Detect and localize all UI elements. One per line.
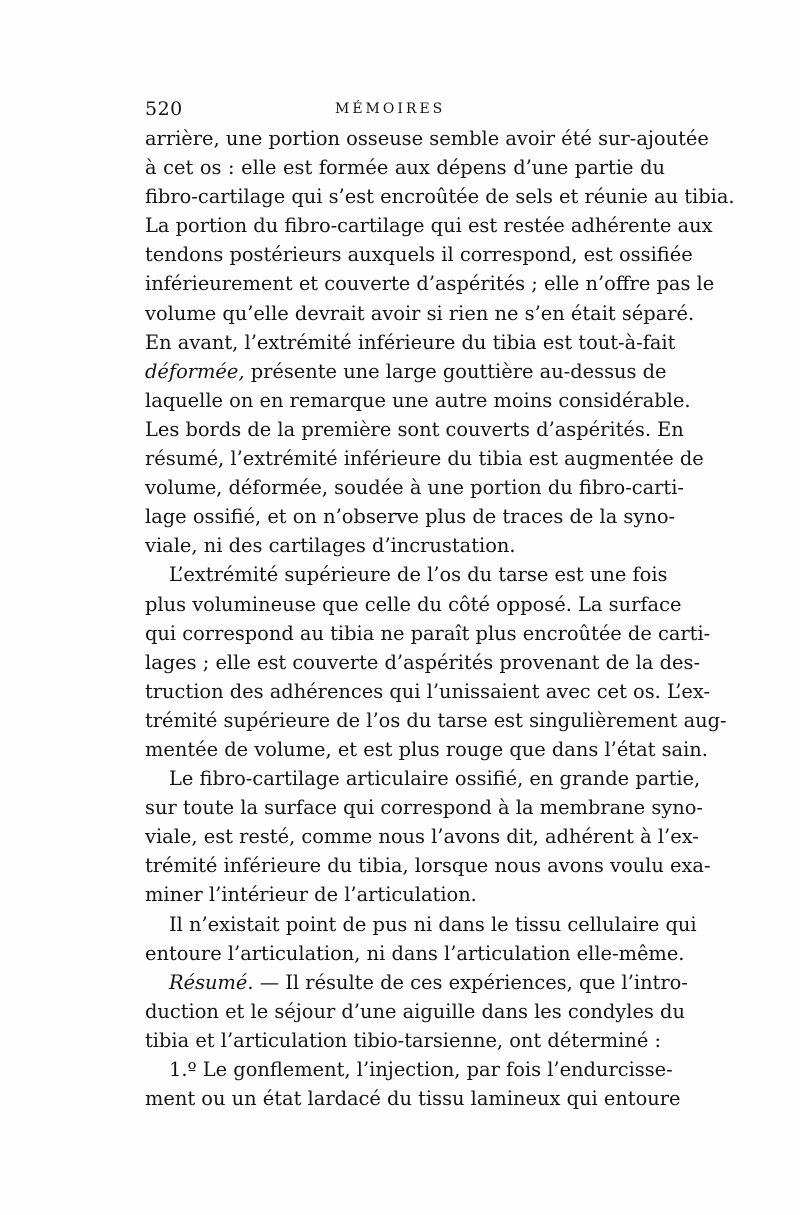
text-line: truction des adhérences qui l’unissaient avec cet os. L’ex-: [145, 679, 711, 703]
text-line: En avant, l’extrémité inférieure du tibia est tout-à-fait: [145, 330, 676, 354]
text-line: volume qu’elle devrait avoir si rien ne s’en était séparé.: [145, 301, 695, 325]
running-head: [145, 98, 665, 122]
text-line: volume, déformée, soudée à une portion du fibro-carti-: [145, 476, 684, 500]
text-line: arrière, une portion osseuse semble avoir été sur-ajoutée: [145, 127, 709, 150]
text-line: entoure l’articulation, ni dans l’articulation elle-même.: [145, 941, 685, 965]
text-line: trémité supérieure de l’os du tarse est singulièrement aug-: [145, 708, 727, 732]
text-line: plus volumineuse que celle du côté opposé. La surface: [145, 592, 682, 616]
text-line: trémité inférieure du tibia, lorsque nous avons voulu exa-: [145, 854, 711, 878]
running-title: MÉMOIRES: [335, 101, 446, 117]
text-line: 1.º Le gonflement, l’injection, par fois l’endurcisse-: [169, 1058, 673, 1081]
text-line: résumé, l’extrémité inférieure du tibia est augmentée de: [145, 447, 704, 471]
text-line: mentée de volume, et est plus rouge que dans l’état sain.: [145, 737, 708, 761]
line-remainder: présente une large gouttière au-dessus de: [250, 359, 667, 383]
text-line: à cet os : elle est formée aux dépens d’une partie du: [145, 156, 665, 180]
text-line: lage ossifié, et on n’observe plus de traces de la syno-: [145, 505, 676, 529]
body-text: [145, 124, 735, 1113]
text-line: fibro-cartilage qui s’est encroûtée de sels et réunie au tibia.: [145, 185, 735, 209]
text-line: [145, 968, 688, 997]
italic-word: déformée,: [145, 359, 245, 383]
text-line: miner l’intérieur de l’articulation.: [145, 883, 477, 907]
text-line: tibia et l’articulation tibio-tarsienne, ont déterminé :: [145, 1028, 662, 1052]
text-line: qui correspond au tibia ne paraît plus encroûtée de carti-: [145, 621, 711, 645]
text-line: duction et le séjour d’une aiguille dans les condyles du: [145, 999, 685, 1023]
text-line: lages ; elle est couverte d’aspérités provenant de la des-: [145, 650, 700, 674]
text-line: tendons postérieurs auxquels il correspond, est ossifiée: [145, 243, 693, 267]
text-line: Le fibro-cartilage articulaire ossifié, en grande partie,: [169, 767, 701, 791]
text-line: inférieurement et couverte d’aspérités ; elle n’offre pas le: [145, 272, 715, 296]
text-line: viale, est resté, comme nous l’avons dit, adhérent à l’ex-: [145, 825, 699, 849]
text-line: ment ou un état lardacé du tissu lamineux qui entoure: [145, 1087, 681, 1111]
text-line: [145, 357, 665, 386]
line-remainder: — Il résulte de ces expériences, que l’intro-: [259, 970, 688, 994]
text-line: viale, ni des cartilages d’incrustation.: [145, 534, 516, 558]
text-line: La portion du fibro-cartilage qui est restée adhérente aux: [145, 214, 713, 238]
text-line: Les bords de la première sont couverts d’aspérités. En: [145, 417, 684, 441]
text-line: Il n’existait point de pus ni dans le tissu cellulaire qui: [169, 912, 697, 936]
text-line: laquelle on en remarque une autre moins considérable.: [145, 388, 691, 412]
text-line: L’extrémité supérieure de l’os du tarse est une fois: [169, 563, 668, 587]
page-number: 520: [145, 98, 183, 120]
text-line: sur toute la surface qui correspond à la membrane syno-: [145, 796, 703, 820]
section-heading: Résumé.: [169, 970, 254, 994]
